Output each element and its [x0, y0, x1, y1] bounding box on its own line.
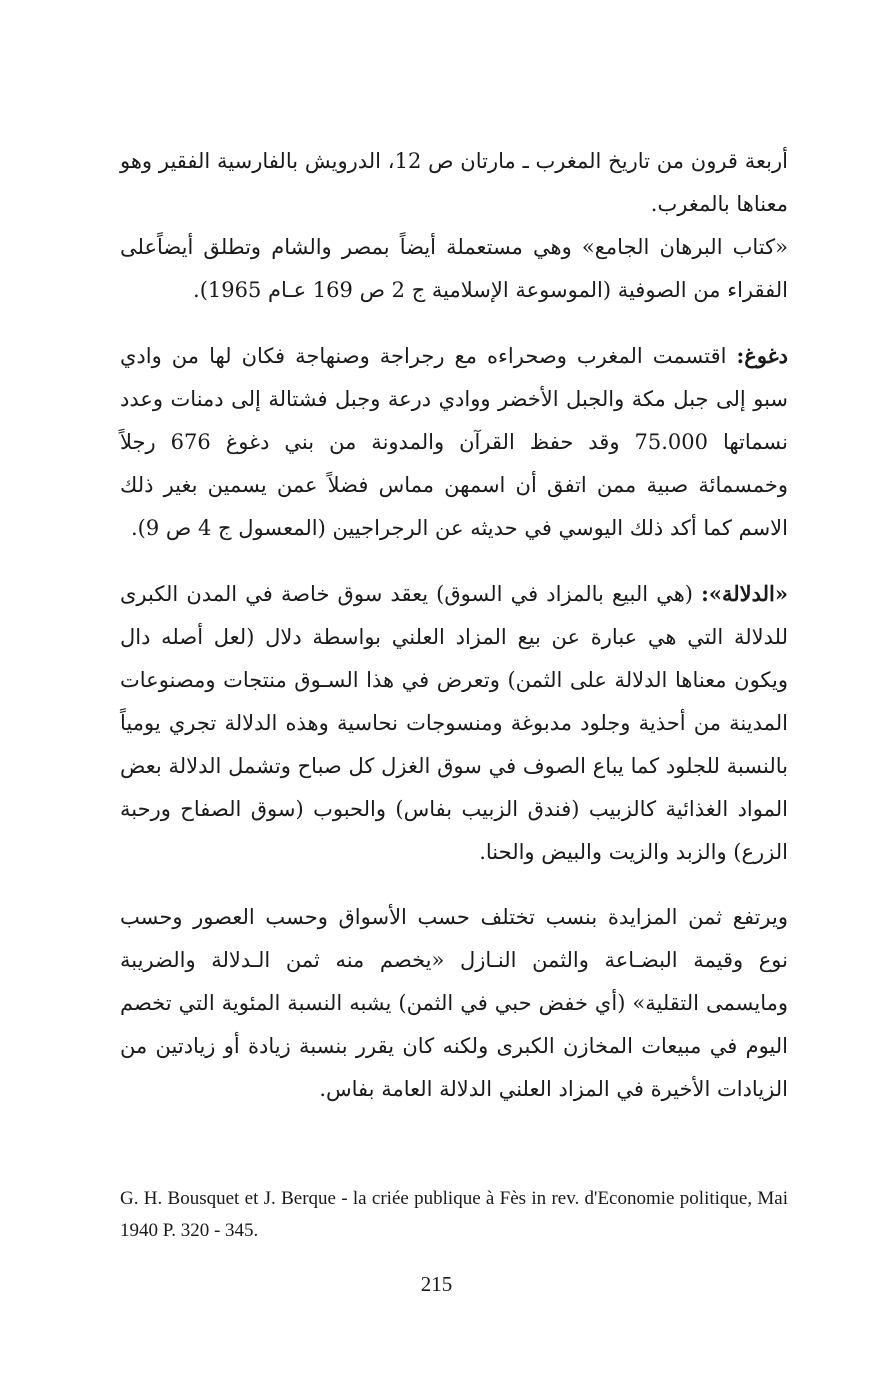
paragraph-2	[120, 226, 788, 312]
paragraph-5	[120, 896, 788, 1111]
paragraph-1-text: أربعة قرون من تاريخ المغرب ـ مارتان ص 12، الدرويش بالفارسية الفقير وهو معناها بالمغرب.	[120, 149, 788, 216]
paragraph-4-text: (هي البيع بالمزاد في السوق) يعقد سوق خاصة في المدن الكبرى للدلالة التي هي عبارة عن بيع المزاد العلني بواسطة دلال (لعل أصله دال ويكون معناها الدلالة على الثمن) وتعرض في هذا السـوق منتجات ومصنوعات المدينة من أحذية وجلود مدبوغة ومنسوجات نحاسية وهذه الدلالة تجري يومياً بالنسبة للجلود كما يباع الصوف في سوق الغزل كل صباح وتشمل الدلالة بعض المواد الغذائية كالزبيب (فندق الزبيب بفاس) والحبوب (سوق الصفاح ورحبة الزرع) والزبد والزيت والبيض والحنا.	[120, 582, 788, 864]
paragraph-3-lead: دغوغ:	[736, 343, 788, 368]
paragraph-2-text: «كتاب البرهان الجامع» وهي مستعملة أيضاً بمصر والشام وتطلق أيضاًعلى الفقراء من الصوفية (الموسوعة الإسلامية ج 2 ص 169 عـام 1965).	[120, 235, 788, 302]
paragraph-5-text: ويرتفع ثمن المزايدة بنسب تختلف حسب الأسواق وحسب العصور وحسب نوع وقيمة البضـاعة والثمن النـازل «يخصم منه ثمن الـدلالة والضريبة ومايسمى التقلية» (أي خفض حبي في الثمن) يشبه النسبة المئوية التي تخصم اليوم في مبيعات المخازن الكبرى ولكنه كان يقرر بنسبة زيادة أو زيادتين من الزيادات الأخيرة في المزاد العلني الدلالة العامة بفاس.	[120, 905, 788, 1101]
paragraph-3	[120, 334, 788, 550]
paragraph-4	[120, 572, 788, 874]
paragraph-4-lead: «الدلالة»:	[701, 581, 788, 606]
paragraph-1	[120, 140, 788, 226]
footnote: G. H. Bousquet et J. Berque - la criée publique à Fès in rev. d'Economie politique, Mai 1940 P. 320 - 345.	[120, 1188, 788, 1241]
paragraph-3-text: اقتسمت المغرب وصحراءه مع رجراجة وصنهاجة فكان لها من وادي سبو إلى جبل مكة والجبل الأخضر ووادي درعة وجبل فشتالة إلى دمنات وعدد نسماتها 75.000 وقد حفظ القرآن والمدونة من بني دغوغ 676 رجلاً وخمسمائة صبية ممن اتفق أن اسمهن مماس فضلاً عمن يسمين بغير ذلك الاسم كما أكد ذلك اليوسي في حديثه عن الرجراجيين (المعسول ج 4 ص 9).	[120, 344, 788, 540]
page-number: 215	[420, 1272, 453, 1296]
main-text	[120, 140, 788, 1111]
